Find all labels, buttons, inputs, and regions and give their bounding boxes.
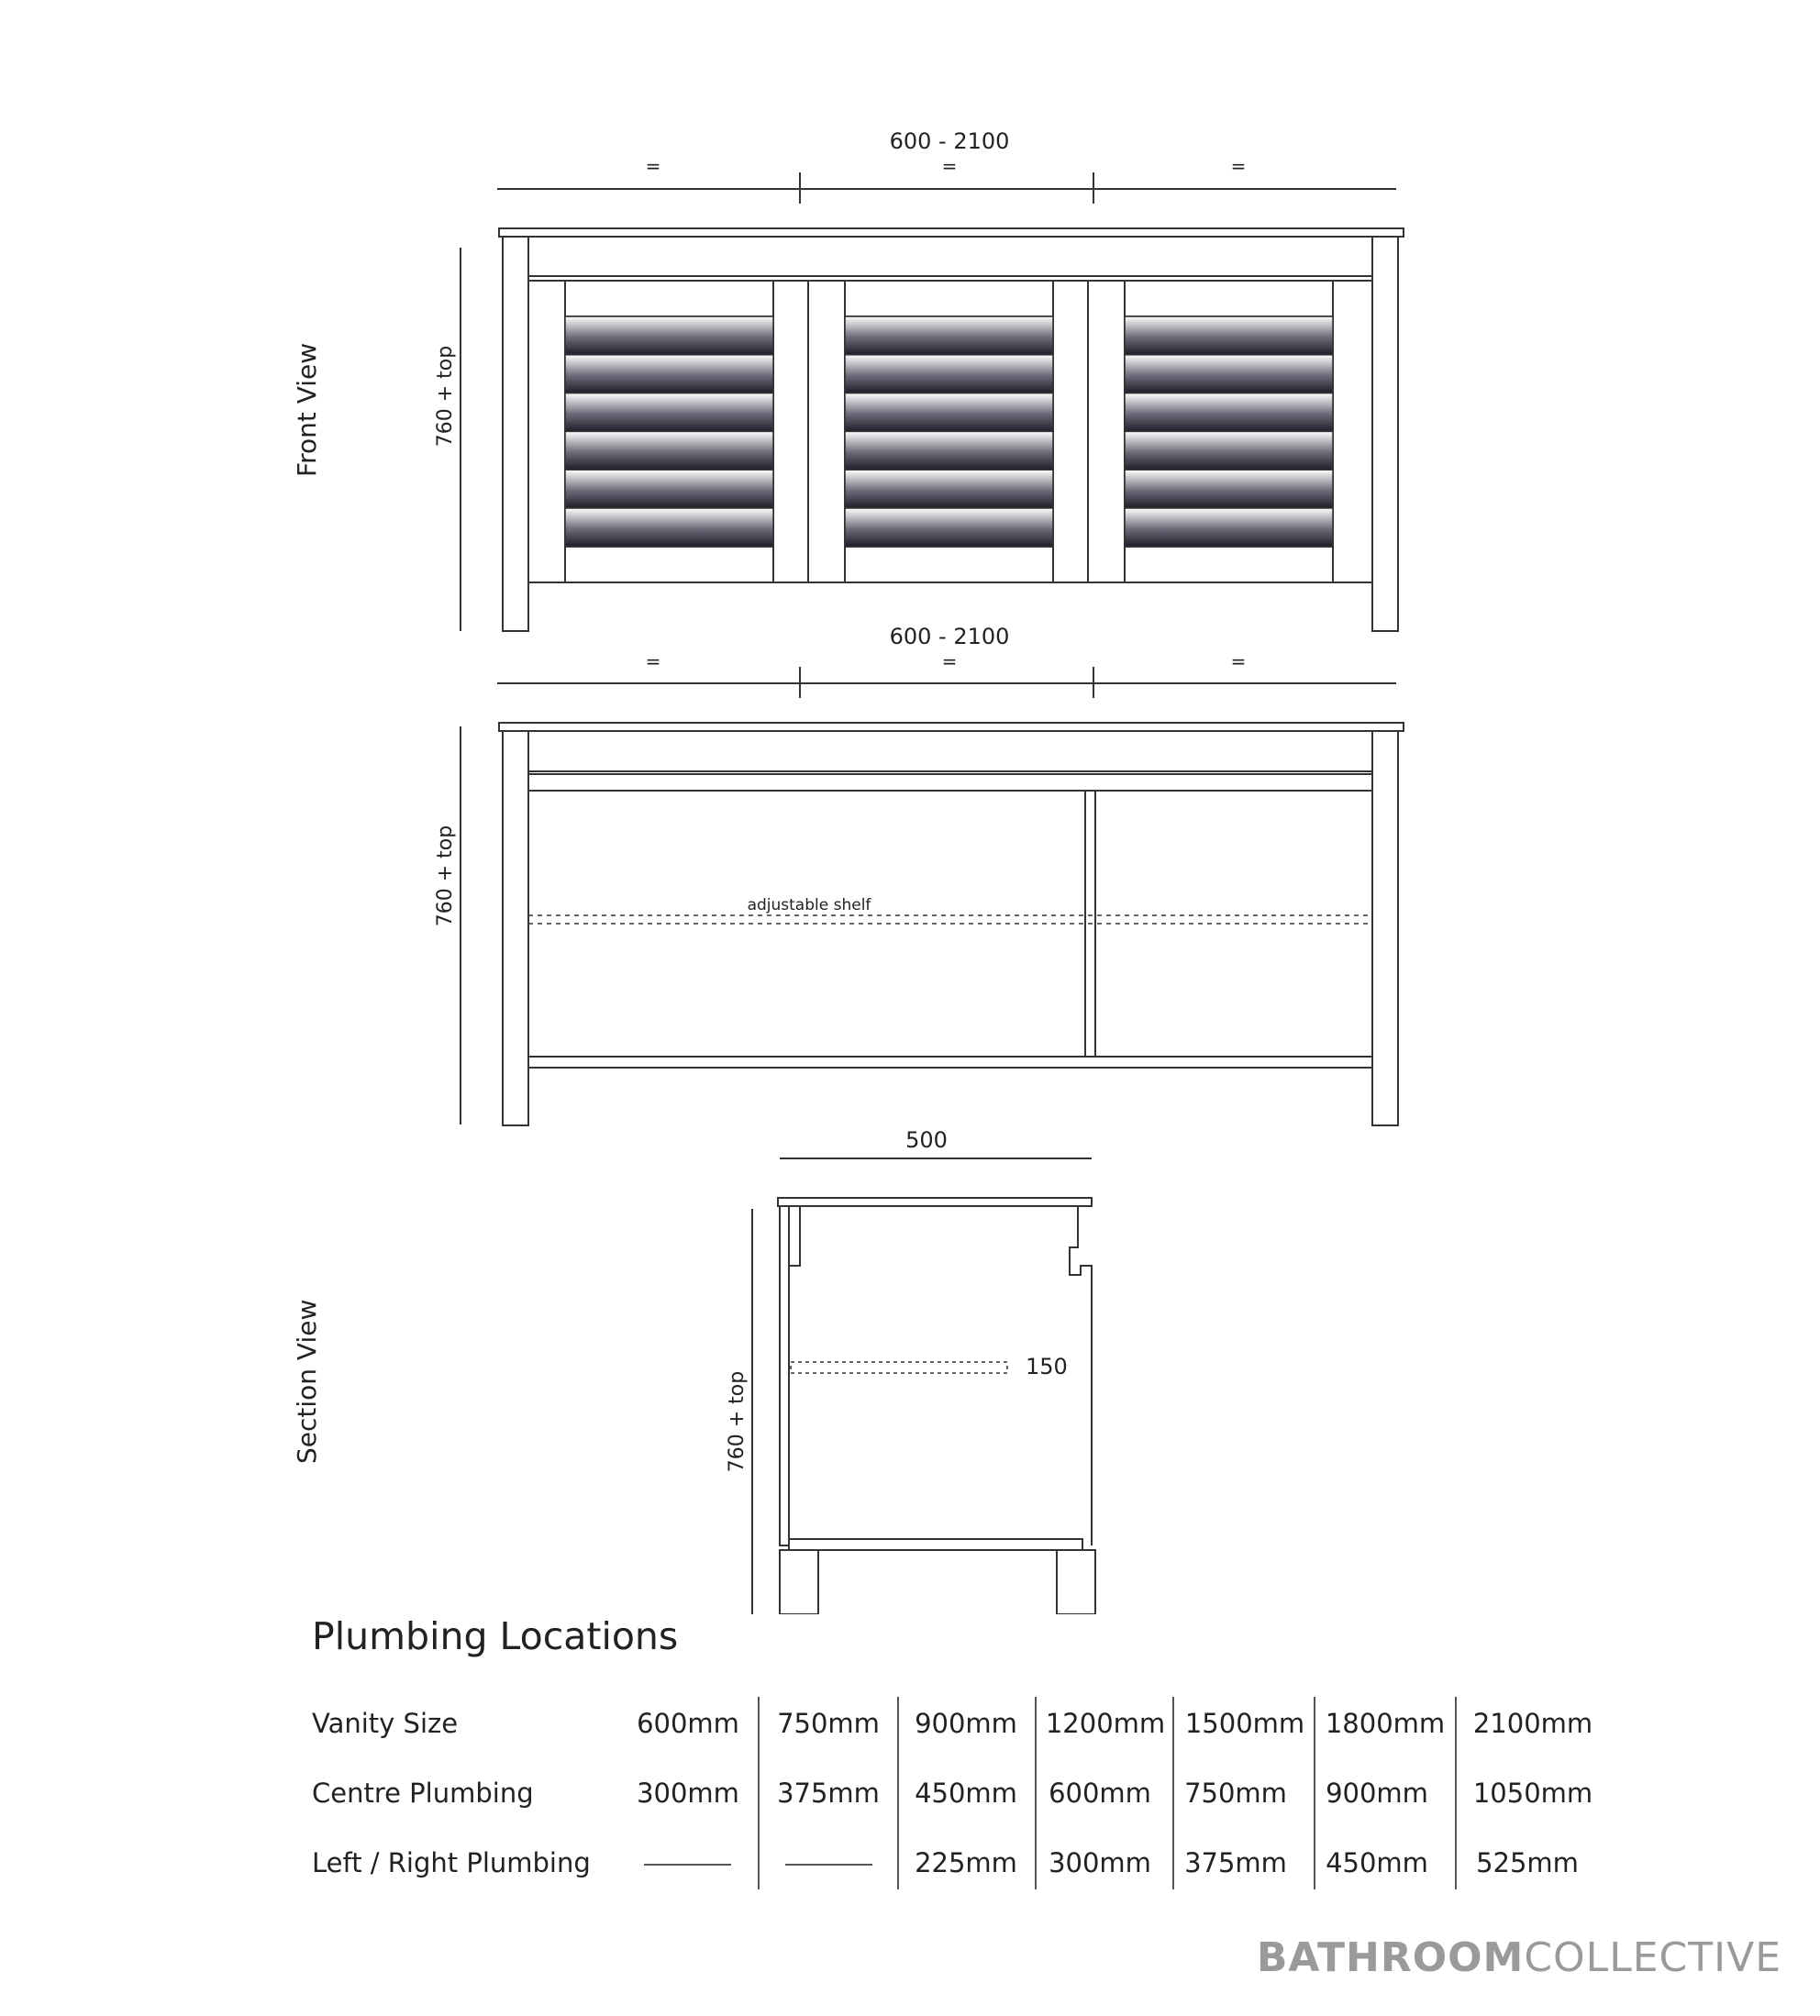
vanity-size-cell: 1200mm — [1045, 1708, 1166, 1739]
louvre-slat — [1125, 470, 1333, 508]
column-separator — [1455, 1697, 1457, 1889]
louvre-slat — [845, 393, 1053, 432]
not-applicable-dash — [785, 1864, 872, 1866]
louvre-slat — [565, 355, 773, 393]
louvre-slat — [1125, 508, 1333, 547]
louvre-slat — [1125, 431, 1333, 470]
centre-plumbing-cell: 300mm — [637, 1778, 739, 1809]
vanity-size-cell: 1500mm — [1184, 1708, 1305, 1739]
front-equal-mark-3: = — [1230, 155, 1247, 177]
front-height-dimension: 760 + top — [434, 345, 457, 448]
section-view-drawing — [752, 1158, 1095, 1614]
front-width-dimension: 600 - 2100 — [889, 128, 1010, 154]
louvre-slat — [845, 355, 1053, 393]
left-right-plumbing-cell: 225mm — [915, 1847, 1017, 1878]
shelf-pitch-dimension: 150 — [1026, 1354, 1068, 1379]
centre-plumbing-cell: 600mm — [1049, 1778, 1151, 1809]
row-label-vanity-size: Vanity Size — [312, 1708, 459, 1739]
row-label-left-right-plumbing: Left / Right Plumbing — [312, 1847, 591, 1878]
left-right-plumbing-cell: 300mm — [1049, 1847, 1151, 1878]
louvre-slat — [845, 431, 1053, 470]
vanity-size-cell: 1800mm — [1325, 1708, 1446, 1739]
louvre-slat — [845, 508, 1053, 547]
centre-plumbing-cell: 750mm — [1184, 1778, 1287, 1809]
interior-equal-mark-3: = — [1230, 650, 1247, 672]
vanity-size-cell: 2100mm — [1472, 1708, 1593, 1739]
section-depth-dimension: 500 — [905, 1127, 948, 1153]
louvre-slats — [565, 316, 1333, 547]
louvre-slat — [1125, 316, 1333, 355]
centre-plumbing-cell: 375mm — [777, 1778, 880, 1809]
brand-logo — [1257, 1934, 1781, 1981]
front-view-label: Front View — [292, 342, 322, 477]
louvre-slat — [1125, 393, 1333, 432]
interior-equal-mark-1: = — [645, 650, 661, 672]
interior-view-drawing — [461, 667, 1404, 1125]
louvre-slat — [565, 470, 773, 508]
vanity-size-cell: 900mm — [915, 1708, 1017, 1739]
front-equal-mark-2: = — [941, 155, 958, 177]
left-right-plumbing-cell: 525mm — [1476, 1847, 1579, 1878]
louvre-slat — [845, 470, 1053, 508]
centre-plumbing-cell: 1050mm — [1472, 1778, 1593, 1809]
logo-light-text: COLLECTIVE — [1524, 1934, 1781, 1981]
adjustable-shelf-label: adjustable shelf — [747, 896, 871, 914]
louvre-slat — [565, 393, 773, 432]
interior-width-dimension: 600 - 2100 — [889, 624, 1010, 649]
row-label-centre-plumbing: Centre Plumbing — [312, 1778, 534, 1809]
vanity-size-cell: 600mm — [637, 1708, 739, 1739]
louvre-slat — [845, 316, 1053, 355]
interior-equal-mark-2: = — [941, 650, 958, 672]
louvre-slat — [565, 431, 773, 470]
centre-plumbing-cell: 450mm — [915, 1778, 1017, 1809]
louvre-slat — [565, 508, 773, 547]
left-right-plumbing-cell: 375mm — [1184, 1847, 1287, 1878]
interior-height-dimension: 760 + top — [434, 825, 457, 927]
vanity-size-cell: 750mm — [777, 1708, 880, 1739]
centre-plumbing-cell: 900mm — [1326, 1778, 1428, 1809]
left-right-plumbing-cell: 450mm — [1326, 1847, 1428, 1878]
louvre-slat — [1125, 355, 1333, 393]
section-height-dimension: 760 + top — [726, 1370, 749, 1473]
section-view-label: Section View — [292, 1299, 322, 1464]
logo-bold-text: BATHROOM — [1256, 1934, 1525, 1981]
front-equal-mark-1: = — [645, 155, 661, 177]
not-applicable-dash — [644, 1864, 731, 1866]
plumbing-locations-title: Plumbing Locations — [312, 1614, 679, 1658]
louvre-slat — [565, 316, 773, 355]
